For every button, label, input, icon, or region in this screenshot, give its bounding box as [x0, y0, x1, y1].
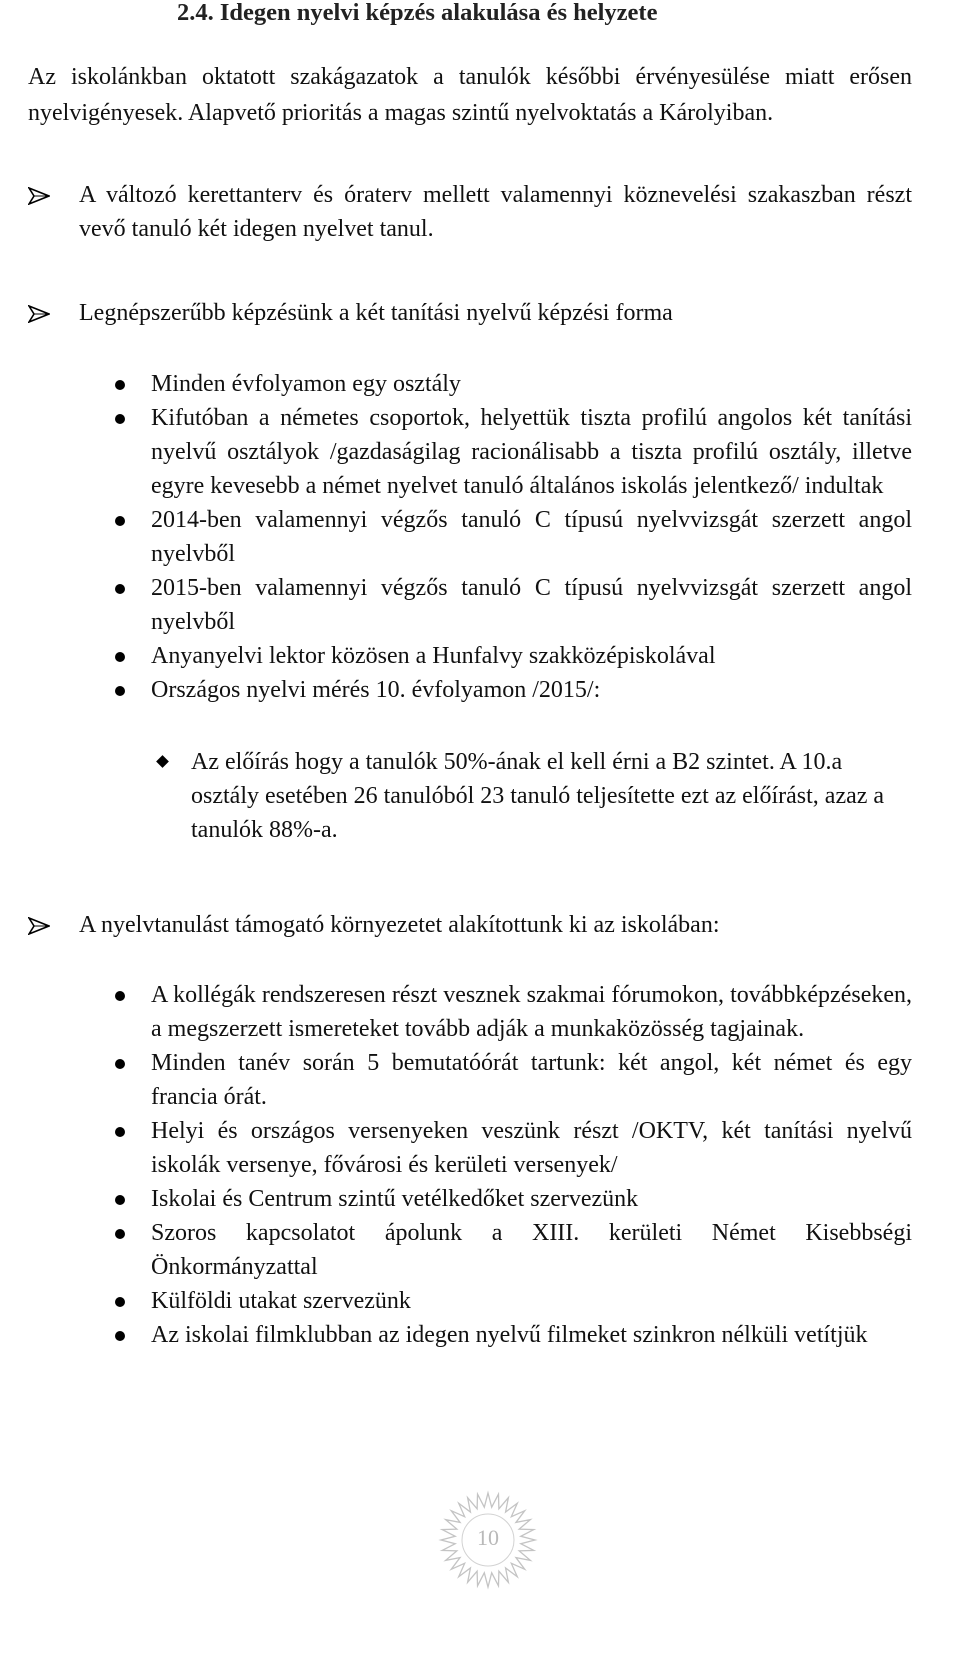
arrow-bullet-icon	[28, 305, 50, 323]
bullet-list-1	[110, 367, 912, 707]
bullet-dot-icon	[115, 584, 125, 594]
page-number: 10	[477, 1525, 499, 1550]
bullet-dot-icon	[115, 414, 125, 424]
arrow-point-1	[28, 178, 912, 246]
bullet-dot-icon	[115, 1059, 125, 1069]
list-item: Az iskolai filmklubban az idegen nyelvű filmeket szinkron nélküli vetítjük	[110, 1318, 912, 1352]
bullet-dot-icon	[115, 1127, 125, 1137]
bullet-dot-icon	[115, 652, 125, 662]
bullet-dot-icon	[115, 1229, 125, 1239]
list-item: Szoros kapcsolatot ápolunk a XIII. kerületi Német Kisebbségi Önkormányzattal	[110, 1216, 912, 1284]
bullet-dot-icon	[115, 380, 125, 390]
bullet-dot-icon	[115, 1331, 125, 1341]
bullet-dot-icon	[115, 686, 125, 696]
list-item: Minden évfolyamon egy osztály	[110, 367, 912, 401]
list-item: Helyi és országos versenyeken veszünk részt /OKTV, két tanítási nyelvű iskolák versenye, fővárosi és kerületi versenyek/	[110, 1114, 912, 1182]
list-item: 2015-ben valamennyi végzős tanuló C típusú nyelvvizsgát szerzett angol nyelvből	[110, 571, 912, 639]
list-item: Minden tanév során 5 bemutatóórát tartunk: két angol, két német és egy francia órát.	[110, 1046, 912, 1114]
list-item: Anyanyelvi lektor közösen a Hunfalvy szakközépiskolával	[110, 639, 912, 673]
intro-paragraph: Az iskolánkban oktatott szakágazatok a tanulók későbbi érvényesülése miatt erősen nyelvigényesek. Alapvető prioritás a magas szintű nyelvoktatás a Károlyiban.	[28, 64, 912, 126]
point-text: Legnépszerűbb képzésünk a két tanítási nyelvű képzési forma	[79, 300, 673, 326]
diamond-bullet-icon	[156, 755, 169, 768]
arrow-point-3	[28, 908, 912, 942]
list-item: Kifutóban a németes csoportok, helyettük tiszta profilú angolos két tanítási nyelvű osztályok /gazdaságilag racionálisabb a tiszta profilú osztály, illetve egyre kevesebb a német nyelvet tanuló általános iskolás jelentkező/ indultak	[110, 401, 912, 503]
point-text: A nyelvtanulást támogató környezetet alakítottunk ki az iskolában:	[79, 912, 720, 938]
bullet-dot-icon	[115, 1297, 125, 1307]
list-item: A kollégák rendszeresen részt vesznek szakmai fórumokon, továbbképzéseken, a megszerzett ismereteket tovább adják a munkaközösség tagjainak.	[110, 978, 912, 1046]
bullet-dot-icon	[115, 1195, 125, 1205]
point-text: A változó kerettanterv és óraterv mellett valamennyi köznevelési szakaszban részt vevő tanuló két idegen nyelvet tanul.	[79, 182, 912, 242]
bullet-list-2	[110, 978, 912, 1352]
list-item: Országos nyelvi mérés 10. évfolyamon /2015/:	[110, 673, 912, 707]
bullet-dot-icon	[115, 516, 125, 526]
sub-point-text: Az előírás hogy a tanulók 50%-ának el kell érni a B2 szintet. A 10.a osztály esetében 26 tanulóból 23 tanuló teljesítette ezt az előírást, azaz a tanulók 88%-a.	[191, 749, 885, 843]
sub-point	[150, 745, 912, 847]
section-heading: 2.4. Idegen nyelvi képzés alakulása és helyzete	[177, 0, 658, 26]
arrow-bullet-icon	[28, 917, 50, 935]
bullet-dot-icon	[115, 991, 125, 1001]
arrow-point-2	[28, 296, 912, 330]
list-item: 2014-ben valamennyi végzős tanuló C típusú nyelvvizsgát szerzett angol nyelvből	[110, 503, 912, 571]
list-item: Külföldi utakat szervezünk	[110, 1284, 912, 1318]
arrow-bullet-icon	[28, 187, 50, 205]
list-item: Iskolai és Centrum szintű vetélkedőket szervezünk	[110, 1182, 912, 1216]
